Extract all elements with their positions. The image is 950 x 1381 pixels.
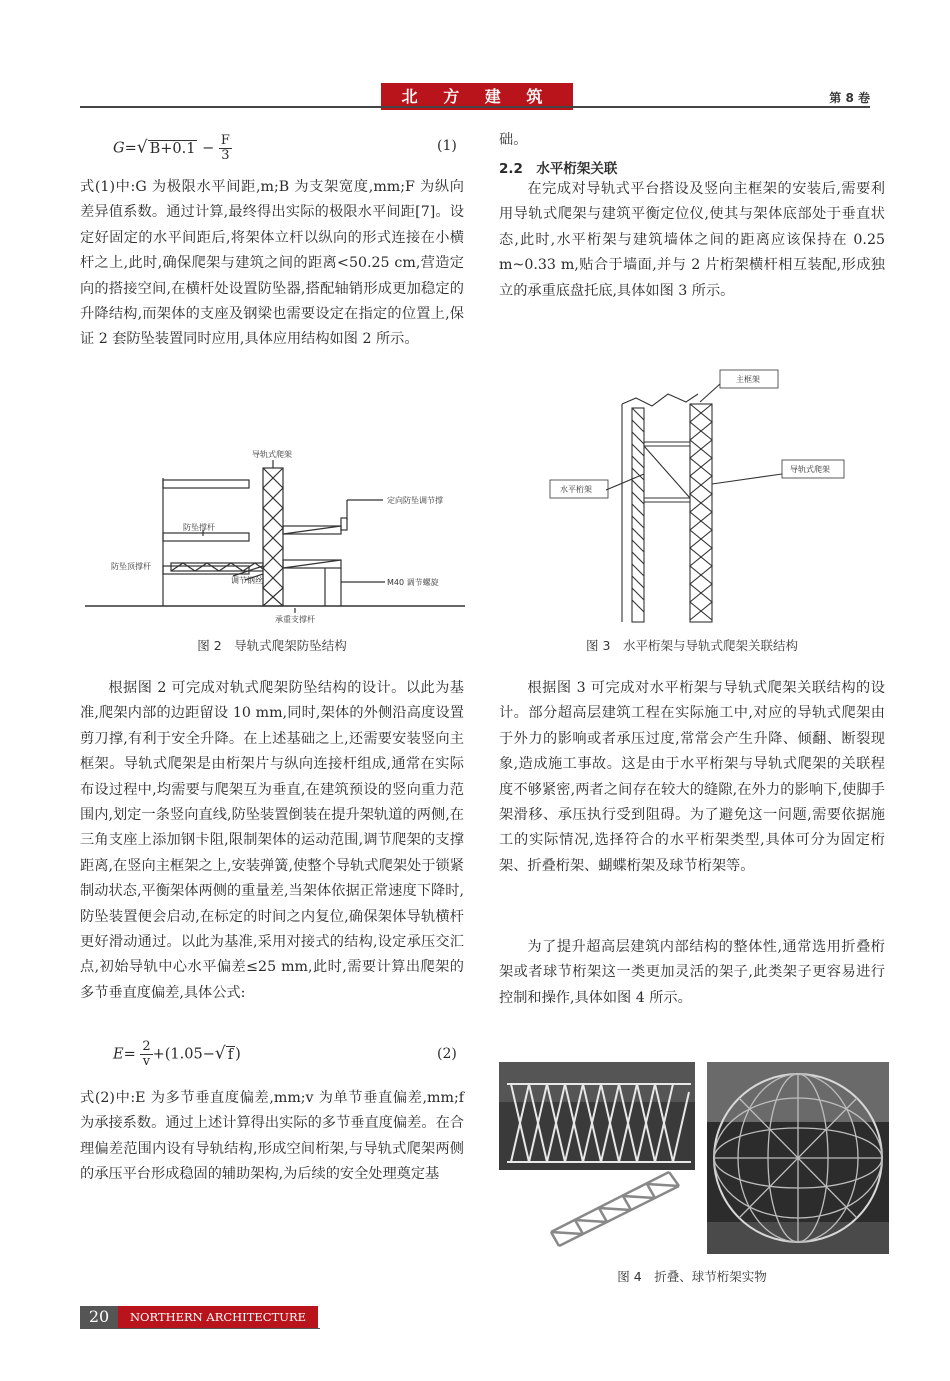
tower-lattice-2 <box>690 404 712 620</box>
tower-lattice <box>690 404 712 620</box>
left-paragraph-2-text: 根据图 2 可完成对轨式爬架防坠结构的设计。以此为基准,爬架内部的边距留设 10 mm,同时,架体的外侧沿高度设置剪刀撑,有利于安全升降。在上述基础之上,还需要安装竖向主框架。导轨式爬架是由桁架片与纵向连接杆组成,通常在实际布设过程中,均需要与爬架互为垂直,在建筑预设的竖向重力范围内,划定一条竖向直线,防坠装置倒装在提升架轨道的两侧,在三角支座上添加钢卡阻,限制架体的运动范围,调节爬架的支撑距离,在竖向主框架之上,安装弹簧,使整个导轨式爬架处于锁紧制动状态,平衡架体两侧的重量差,当架体依据正常速度下降时,防坠装置便会启动,在标定的时间之内复位,确保架体导轨横杆更好滑动通过。以此为基准,采用对接式的结构,设定承压交汇点,初始导轨中心水平偏差≤25 mm,此时,需要计算出爬架的多节垂直度偏差,具体公式: <box>80 680 464 1001</box>
left-paragraph-3-text: 式(2)中:E 为多节垂直度偏差,mm;v 为单节垂直偏差,mm;f 为承接系数。通过上述计算得出实际的多节垂直度偏差。在合理偏差范围内设有导轨结构,形成空间桁架,与导轨式爬架两侧的承压平台形成稳固的辅助架构,为后续的安全处理奠定基 <box>80 1090 464 1183</box>
label-anti-fall-rod: 防坠撑杆 <box>183 523 215 532</box>
folding-truss-photo <box>499 1062 695 1254</box>
wall-break-top <box>622 394 698 406</box>
bearing-brace <box>283 560 341 568</box>
figure-2-caption: 图 2 导轨式爬架防坠结构 <box>197 638 347 653</box>
left-paragraph-3 <box>80 1086 464 1188</box>
label-horizontal-truss: 水平桁架 <box>560 485 592 494</box>
journal-header: 北 方 建 筑 <box>381 83 573 110</box>
lock-device <box>341 518 347 530</box>
label-adjust-wire: 调节钢丝 <box>231 576 263 585</box>
formula-1-lhs: G= <box>113 140 137 157</box>
volume-label: 第 8 卷 <box>829 91 870 105</box>
right-paragraph-2-text: 根据图 3 可完成对水平桁架与导轨式爬架关联结构的设计。部分超高层建筑工程在实际施工中,对应的导轨式爬架由于外力的影响或者承压过度,常常会产生升降、倾翻、断裂现象,造成施工事故。这是由于水平桁架与导轨式爬架的关联程度不够紧密,两者之间存在较大的缝隙,在外力的影响下,使脚手架滑移、承压执行受到阻碍。为了避免这一问题,需要依据施工的实际情况,选择符合的水平桁架类型,具体可分为固定桁架、折叠桁架、蝴蝶桁架及球节桁架等。 <box>499 680 885 874</box>
label-adjust-support: 定向防坠调节撑 <box>387 496 443 505</box>
slab-1 <box>163 480 249 488</box>
label-bearing-rod: 承重支撑杆 <box>275 615 315 624</box>
label-main-frame: 主框架 <box>736 375 760 384</box>
figure-3-diagram <box>540 364 860 624</box>
section-heading-2-2: 2.2 水平桁架关联 <box>499 161 618 177</box>
formula-1-fraction <box>219 134 232 163</box>
formula-2-lhs: E= <box>113 1046 136 1063</box>
figure-3-caption: 图 3 水平桁架与导轨式爬架关联结构 <box>586 638 798 653</box>
label-top-brace: 防坠顶撑杆 <box>111 562 151 571</box>
formula-1-radicand: B+0.1 <box>149 140 196 157</box>
figure-4-caption: 图 4 折叠、球节桁架实物 <box>617 1269 767 1284</box>
formula-2-num: 2 <box>142 1039 151 1054</box>
footer-journal-name: NORTHERN ARCHITECTURE <box>118 1306 318 1328</box>
label-climbing-frame: 导轨式爬架 <box>252 450 292 459</box>
formula-2-rest-open: +(1.05− <box>152 1046 215 1063</box>
right-paragraph-0-text: 础。 <box>499 132 528 148</box>
spherical-truss-photo <box>707 1062 889 1254</box>
formula-1-den: 3 <box>221 148 230 163</box>
adjust-brace <box>283 526 341 534</box>
right-paragraph-1-text: 在完成对导轨式平台搭设及竖向主框架的安装后,需要利用导轨式爬架与建筑平衡定位仪,使其与架体底部处于垂直状态,此时,水平桁架与建筑墙体之间的距离应该保持在 0.25 m~0.33 m,贴合于墙面,并与 2 片桁架横杆相互装配,形成独立的承重底盘托底,具体如图 3 所示。 <box>499 181 885 299</box>
left-paragraph-2 <box>80 676 464 1006</box>
formula-2-radicand: f <box>227 1046 234 1063</box>
formula-2-rest-close: ) <box>235 1046 241 1063</box>
formula-2-fraction <box>140 1040 152 1069</box>
figure-4-photos <box>499 1062 889 1254</box>
formula-1: G=√ B+0.1 − $\frac{F}{3}$ <box>113 133 230 163</box>
header-rule <box>80 106 870 108</box>
equation-number-2: (2) <box>437 1046 457 1062</box>
right-paragraph-0 <box>499 128 885 153</box>
formula-1-num: F <box>220 133 230 148</box>
figure-2-diagram <box>85 448 465 628</box>
left-paragraph-1 <box>80 175 464 353</box>
page-number: 20 <box>80 1306 118 1328</box>
right-paragraph-1 <box>499 177 885 304</box>
label-climbing-frame-3: 导轨式爬架 <box>790 465 830 474</box>
label-m40: M40 调节螺旋 <box>387 578 439 587</box>
leader-climbing <box>712 474 782 484</box>
formula-1-minus: − <box>202 140 215 157</box>
leader-horizontal <box>606 474 644 490</box>
formula-2-den: v <box>142 1054 151 1069</box>
left-paragraph-1-text: 式(1)中:G 为极限水平间距,m;B 为支架宽度,mm;F 为纵向差异值系数。通过计算,最终得出实际的极限水平间距[7]。设定好固定的水平间距后,将架体立杆以纵向的形式连接在小横杆之上,此时,确保爬架与建筑之间的距离<50.25 cm,营造定向的搭接空间,在横杆处设置防坠器,搭配轴销形成更加稳定的升降结构,而架体的支座及钢梁也需要设定在指定的位置上,保证 2 套防坠装置同时应用,具体应用结构如图 2 所示。 <box>80 179 464 348</box>
right-paragraph-2 <box>499 676 885 879</box>
leader-main-frame <box>700 384 720 402</box>
slab-2 <box>163 533 249 541</box>
formula-2: E= $\frac{2}{v}$ +(1.05−√ f ) <box>113 1039 241 1069</box>
right-paragraph-3 <box>499 935 885 1011</box>
truss-diagonal <box>644 446 690 498</box>
footer-rule <box>80 1328 320 1329</box>
left-lattice-hatch <box>632 408 644 612</box>
right-paragraph-3-text: 为了提升超高层建筑内部结构的整体性,通常选用折叠桁架或者球节桁架这一类更加灵活的架子,此类架子更容易进行控制和操作,具体如图 4 所示。 <box>499 939 885 1006</box>
equation-number-1: (1) <box>437 138 457 154</box>
